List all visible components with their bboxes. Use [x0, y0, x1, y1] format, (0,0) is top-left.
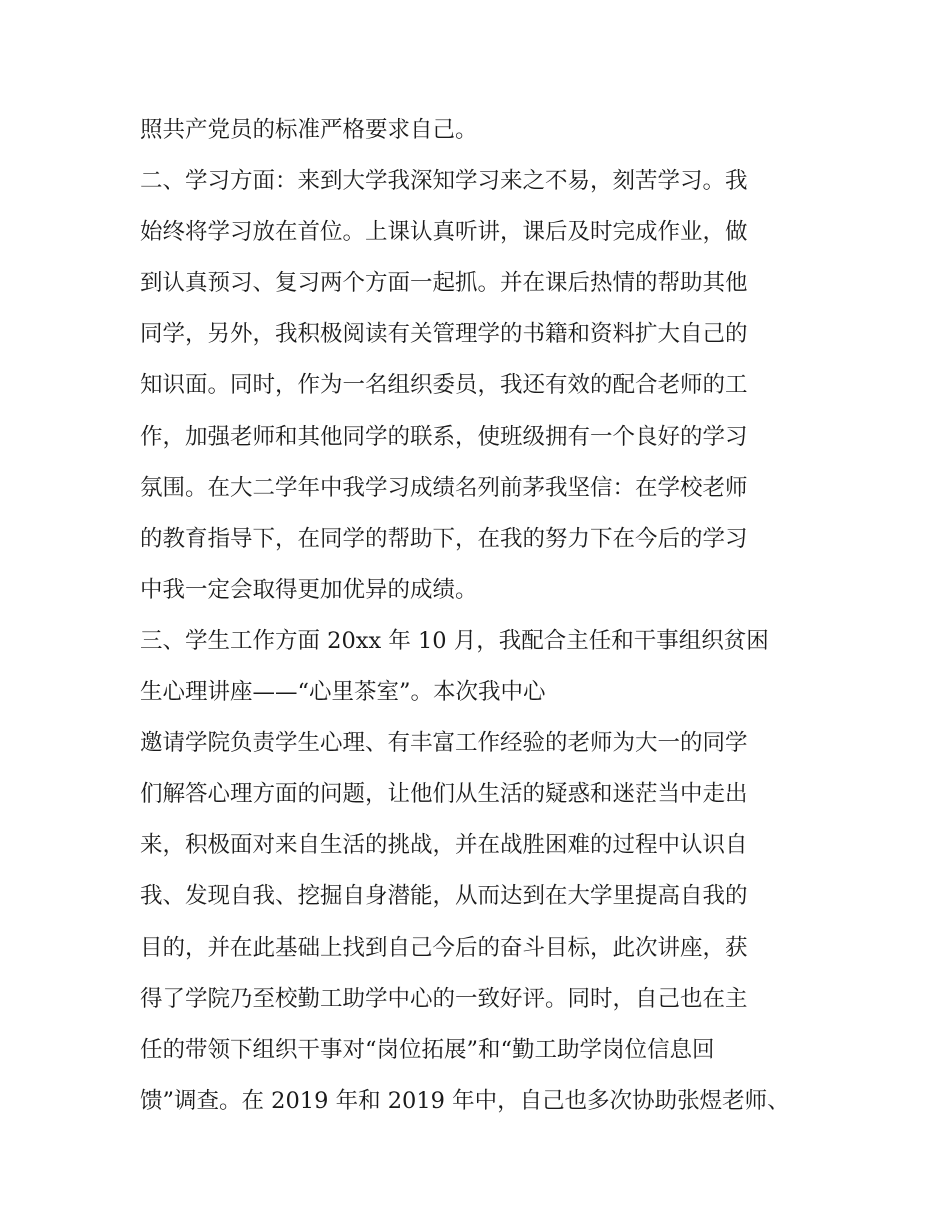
text-line: 生心理讲座——“心里茶室”。本次我中心 [140, 679, 546, 706]
text-line: 们解答心理方面的问题，让他们从生活的疑惑和迷茫当中走出 [140, 781, 748, 808]
text-line: 氛围。在大二学年中我学习成绩名列前茅我坚信：在学校老师 [140, 474, 748, 501]
text-line: 邀请学院负责学生心理、有丰富工作经验的老师为大一的同学 [140, 730, 748, 757]
text-line: 始终将学习放在首位。上课认真听讲，课后及时完成作业，做 [140, 219, 748, 246]
text-line: 同学，另外，我积极阅读有关管理学的书籍和资料扩大自己的 [140, 321, 748, 348]
text-line: 来，积极面对来自生活的挑战，并在战胜困难的过程中认识自 [140, 832, 748, 859]
text-line: 到认真预习、复习两个方面一起抓。并在课后热情的帮助其他 [140, 270, 748, 297]
body-text [140, 105, 820, 1127]
text-line: 目的，并在此基础上找到自己今后的奋斗目标，此次讲座，获 [140, 934, 748, 961]
text-line: 三、学生工作方面 20xx 年 10 月，我配合主任和干事组织贫困 [140, 627, 769, 654]
text-line: 中我一定会取得更加优异的成绩。 [140, 576, 478, 603]
text-line: 得了学院乃至校勤工助学中心的一致好评。同时，自己也在主 [140, 985, 748, 1012]
text-line: 我、发现自我、挖掘自身潜能，从而达到在大学里提高自我的 [140, 883, 748, 910]
text-line: 馈”调查。在 2019 年和 2019 年中，自己也多次协助张煜老师、 [140, 1087, 790, 1114]
text-line: 任的带领下组织干事对“岗位拓展”和“勤工助学岗位信息回 [140, 1036, 715, 1063]
text-line: 作，加强老师和其他同学的联系，使班级拥有一个良好的学习 [140, 423, 748, 450]
text-line: 知识面。同时，作为一名组织委员，我还有效的配合老师的工 [140, 372, 748, 399]
text-line: 照共产党员的标准严格要求自己。 [140, 117, 478, 143]
text-line: 二、学习方面：来到大学我深知学习来之不易，刻苦学习。我 [140, 168, 748, 195]
text-line: 的教育指导下，在同学的帮助下，在我的努力下在今后的学习 [140, 525, 748, 552]
